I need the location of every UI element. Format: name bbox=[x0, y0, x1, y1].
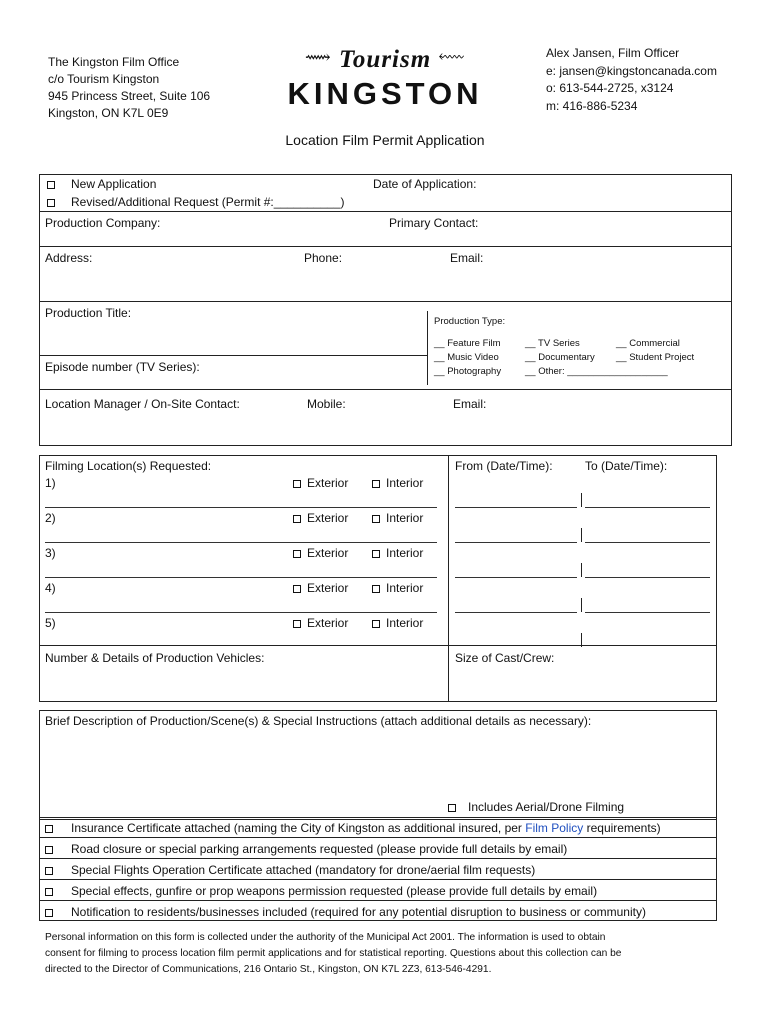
film-policy-link[interactable]: Film Policy bbox=[525, 821, 584, 835]
from-date-line[interactable] bbox=[455, 507, 577, 508]
office-line: Kingston, ON K7L 0E9 bbox=[48, 106, 169, 120]
insurance-text: Insurance Certificate attached (naming the City of Kingston as additional insured, per bbox=[71, 821, 526, 835]
insurance-text-end: requirements) bbox=[583, 821, 661, 835]
interior-label: Interior bbox=[386, 546, 424, 560]
interior-checkbox[interactable] bbox=[372, 511, 423, 525]
description-label: Brief Description of Production/Scene(s) & Special Instructions (attach additional details as necessary): bbox=[45, 714, 592, 728]
aerial-drone-label: Includes Aerial/Drone Filming bbox=[468, 800, 625, 814]
filming-locations-header: Filming Location(s) Requested: bbox=[45, 459, 212, 473]
privacy-notice bbox=[45, 930, 621, 978]
production-title-label: Production Title: bbox=[45, 306, 132, 320]
interior-label: Interior bbox=[386, 511, 424, 525]
cast-crew-size-label: Size of Cast/Crew: bbox=[455, 651, 555, 665]
exterior-checkbox[interactable] bbox=[293, 511, 348, 525]
location-number: 1) bbox=[45, 476, 56, 490]
flights-certificate-checkbox[interactable] bbox=[45, 863, 535, 877]
ptype-tv-series[interactable]: __ TV Series bbox=[525, 338, 580, 349]
road-closure-checkbox[interactable] bbox=[45, 842, 567, 856]
interior-checkbox[interactable] bbox=[372, 616, 423, 630]
ptype-photography[interactable]: __ Photography bbox=[434, 366, 502, 377]
logo-wordmark: KINGSTON bbox=[287, 76, 483, 111]
manager-email-label: Email: bbox=[453, 397, 487, 411]
date-separator bbox=[581, 598, 582, 612]
checkbox-icon[interactable] bbox=[293, 480, 301, 488]
checkbox-icon[interactable] bbox=[372, 550, 380, 558]
notification-checkbox[interactable] bbox=[45, 905, 646, 919]
from-date-time-label: From (Date/Time): bbox=[455, 459, 553, 473]
checkbox-icon[interactable] bbox=[448, 804, 456, 812]
checkbox-icon[interactable] bbox=[293, 585, 301, 593]
to-date-time-label: To (Date/Time): bbox=[585, 459, 668, 473]
exterior-label: Exterior bbox=[307, 511, 349, 525]
checkbox-icon[interactable] bbox=[47, 199, 55, 207]
location-number: 2) bbox=[45, 511, 56, 525]
exterior-checkbox[interactable] bbox=[293, 581, 348, 595]
notification-label: Notification to residents/businesses included (required for any potential disruption to business or community) bbox=[71, 905, 646, 919]
location-entry-line[interactable] bbox=[45, 577, 437, 578]
to-date-line[interactable] bbox=[585, 507, 710, 508]
flights-certificate-label: Special Flights Operation Certificate attached (mandatory for drone/aerial film requests) bbox=[71, 863, 536, 877]
production-company-label: Production Company: bbox=[45, 216, 161, 230]
checkbox-icon[interactable] bbox=[45, 867, 53, 875]
email-label: Email: bbox=[450, 251, 484, 265]
interior-checkbox[interactable] bbox=[372, 546, 423, 560]
production-vehicles-label: Number & Details of Production Vehicles: bbox=[45, 651, 265, 665]
checkbox-icon[interactable] bbox=[293, 620, 301, 628]
ptype-feature-film[interactable]: __ Feature Film bbox=[434, 338, 501, 349]
primary-contact-label: Primary Contact: bbox=[389, 216, 479, 230]
date-of-application-label: Date of Application: bbox=[373, 177, 477, 191]
checkbox-icon[interactable] bbox=[293, 550, 301, 558]
road-closure-label: Road closure or special parking arrangements requested (please provide full details by email) bbox=[71, 842, 568, 856]
checkbox-icon[interactable] bbox=[372, 585, 380, 593]
checkbox-icon[interactable] bbox=[372, 480, 380, 488]
address-label: Address: bbox=[45, 251, 93, 265]
form-title: Location Film Permit Application bbox=[285, 132, 485, 148]
from-date-line[interactable] bbox=[455, 612, 577, 613]
contact-mobile: m: 416-886-5234 bbox=[546, 98, 638, 113]
exterior-label: Exterior bbox=[307, 616, 349, 630]
phone-label: Phone: bbox=[304, 251, 343, 265]
interior-label: Interior bbox=[386, 581, 424, 595]
checkbox-icon[interactable] bbox=[47, 181, 55, 189]
date-separator bbox=[581, 493, 582, 507]
location-manager-label: Location Manager / On-Site Contact: bbox=[45, 397, 240, 411]
privacy-line: consent for filming to process location film permit applications and for statistical reporting. Questions about this collection can be bbox=[45, 948, 622, 959]
exterior-checkbox[interactable] bbox=[293, 546, 348, 560]
interior-label: Interior bbox=[386, 616, 424, 630]
date-separator bbox=[581, 633, 582, 647]
checkbox-icon[interactable] bbox=[45, 909, 53, 917]
interior-checkbox[interactable] bbox=[372, 476, 423, 490]
exterior-label: Exterior bbox=[307, 581, 349, 595]
insurance-certificate-checkbox[interactable] bbox=[45, 821, 661, 835]
to-date-line[interactable] bbox=[585, 542, 710, 543]
mobile-label: Mobile: bbox=[307, 397, 346, 411]
production-type-label: Production Type: bbox=[434, 316, 506, 327]
exterior-label: Exterior bbox=[307, 546, 349, 560]
checkbox-icon[interactable] bbox=[293, 515, 301, 523]
privacy-line: Personal information on this form is collected under the authority of the Municipal Act 2001. The information is used to obtain bbox=[45, 932, 606, 943]
location-number: 4) bbox=[45, 581, 56, 595]
new-application-checkbox[interactable] bbox=[47, 177, 156, 191]
logo-script: Tourism bbox=[338, 46, 432, 73]
from-date-line[interactable] bbox=[455, 577, 577, 578]
location-entry-line[interactable] bbox=[45, 612, 437, 613]
privacy-line: directed to the Director of Communications, 216 Ontario St., Kingston, ON K7L 2Z3, 613-546-4291. bbox=[45, 964, 492, 975]
revised-request-label: Revised/Additional Request (Permit #:__________) bbox=[71, 195, 345, 209]
contact-office-phone: o: 613-544-2725, x3124 bbox=[546, 81, 674, 95]
date-separator bbox=[581, 563, 582, 577]
ptype-documentary[interactable]: __ Documentary bbox=[525, 352, 595, 363]
location-entry-line[interactable] bbox=[45, 542, 437, 543]
ptype-other[interactable]: __ Other: ___________________ bbox=[525, 366, 668, 377]
checkbox-icon[interactable] bbox=[45, 825, 53, 833]
exterior-label: Exterior bbox=[307, 476, 349, 490]
ptype-commercial[interactable]: __ Commercial bbox=[616, 338, 680, 349]
contact-name: Alex Jansen, Film Officer bbox=[546, 46, 680, 60]
checkbox-icon[interactable] bbox=[45, 846, 53, 854]
checkbox-icon[interactable] bbox=[372, 515, 380, 523]
exterior-checkbox[interactable] bbox=[293, 476, 348, 490]
special-effects-checkbox[interactable] bbox=[45, 884, 597, 898]
episode-number-label: Episode number (TV Series): bbox=[45, 360, 200, 374]
office-address bbox=[48, 54, 210, 122]
special-effects-label: Special effects, gunfire or prop weapons permission requested (please provide full details by email) bbox=[71, 884, 598, 898]
to-date-line[interactable] bbox=[585, 577, 710, 578]
from-date-line[interactable] bbox=[455, 542, 577, 543]
interior-label: Interior bbox=[386, 476, 424, 490]
contact-email[interactable]: e: jansen@kingstoncanada.com bbox=[546, 63, 717, 78]
office-line: c/o Tourism Kingston bbox=[48, 72, 160, 86]
tourism-kingston-logo: ⟿ Tourism ⬳ KINGSTON bbox=[272, 44, 498, 114]
date-separator bbox=[581, 528, 582, 542]
ptype-music-video[interactable]: __ Music Video bbox=[434, 352, 499, 363]
new-application-label: New Application bbox=[71, 177, 157, 191]
ptype-student-project[interactable]: __ Student Project bbox=[616, 352, 695, 363]
aerial-drone-checkbox[interactable] bbox=[448, 800, 624, 814]
interior-checkbox[interactable] bbox=[372, 581, 423, 595]
to-date-line[interactable] bbox=[585, 612, 710, 613]
checkbox-icon[interactable] bbox=[372, 620, 380, 628]
location-number: 5) bbox=[45, 616, 56, 630]
exterior-checkbox[interactable] bbox=[293, 616, 348, 630]
checkbox-icon[interactable] bbox=[45, 888, 53, 896]
office-line: The Kingston Film Office bbox=[48, 55, 180, 69]
office-line: 945 Princess Street, Suite 106 bbox=[48, 89, 211, 103]
location-entry-line[interactable] bbox=[45, 507, 437, 508]
film-officer-contact bbox=[546, 45, 717, 115]
revised-request-checkbox[interactable] bbox=[47, 195, 345, 209]
location-number: 3) bbox=[45, 546, 56, 560]
